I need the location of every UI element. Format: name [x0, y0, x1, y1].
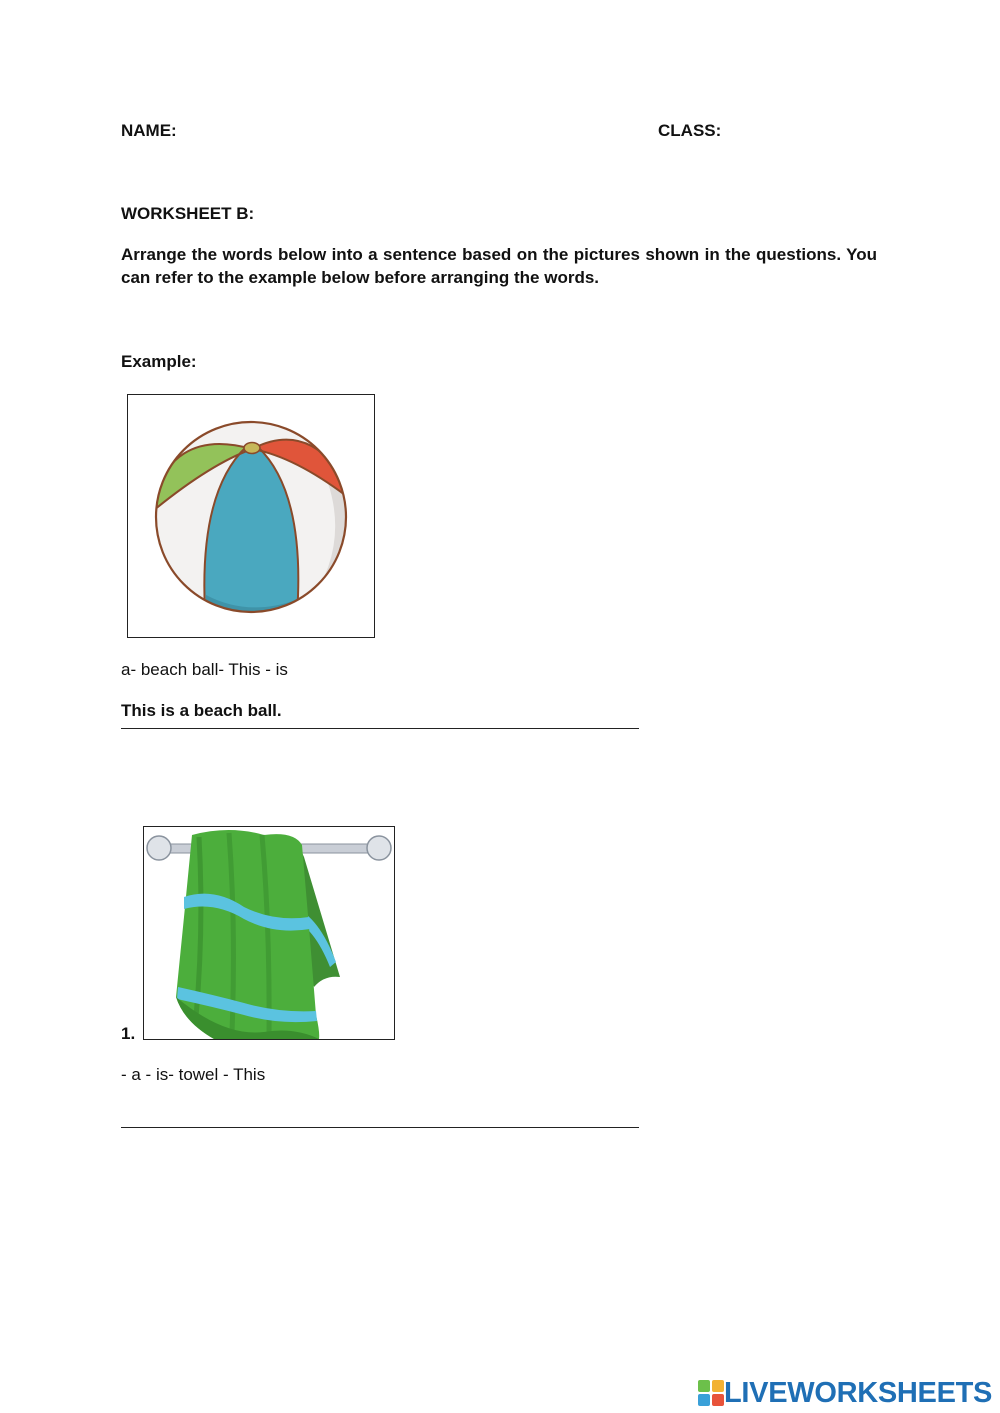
name-label: NAME: — [121, 121, 177, 140]
example-answer-line — [121, 728, 639, 729]
question-1-number: 1. — [121, 1024, 136, 1043]
example-scrambled-words: a- beach ball- This - is — [121, 660, 288, 679]
question-1-scrambled-words: - a - is- towel - This — [121, 1065, 266, 1084]
beach-ball-icon — [128, 395, 374, 637]
towel-image — [143, 826, 395, 1040]
class-label: CLASS: — [658, 121, 722, 140]
example-label: Example: — [121, 352, 197, 371]
example-answer: This is a beach ball. — [121, 701, 282, 720]
beach-ball-image — [127, 394, 375, 638]
towel-icon — [144, 827, 394, 1039]
liveworksheets-logo-icon — [698, 1380, 724, 1406]
worksheet-title: WORKSHEET B: — [121, 204, 255, 223]
liveworksheets-logo — [698, 1376, 992, 1410]
question-1-answer-line[interactable] — [121, 1127, 639, 1128]
instructions-text: Arrange the words below into a sentence based on the pictures shown in the questions. You can refer to the example below before arranging the words. — [121, 245, 877, 287]
brand-name: LIVEWORKSHEETS — [724, 1376, 993, 1409]
